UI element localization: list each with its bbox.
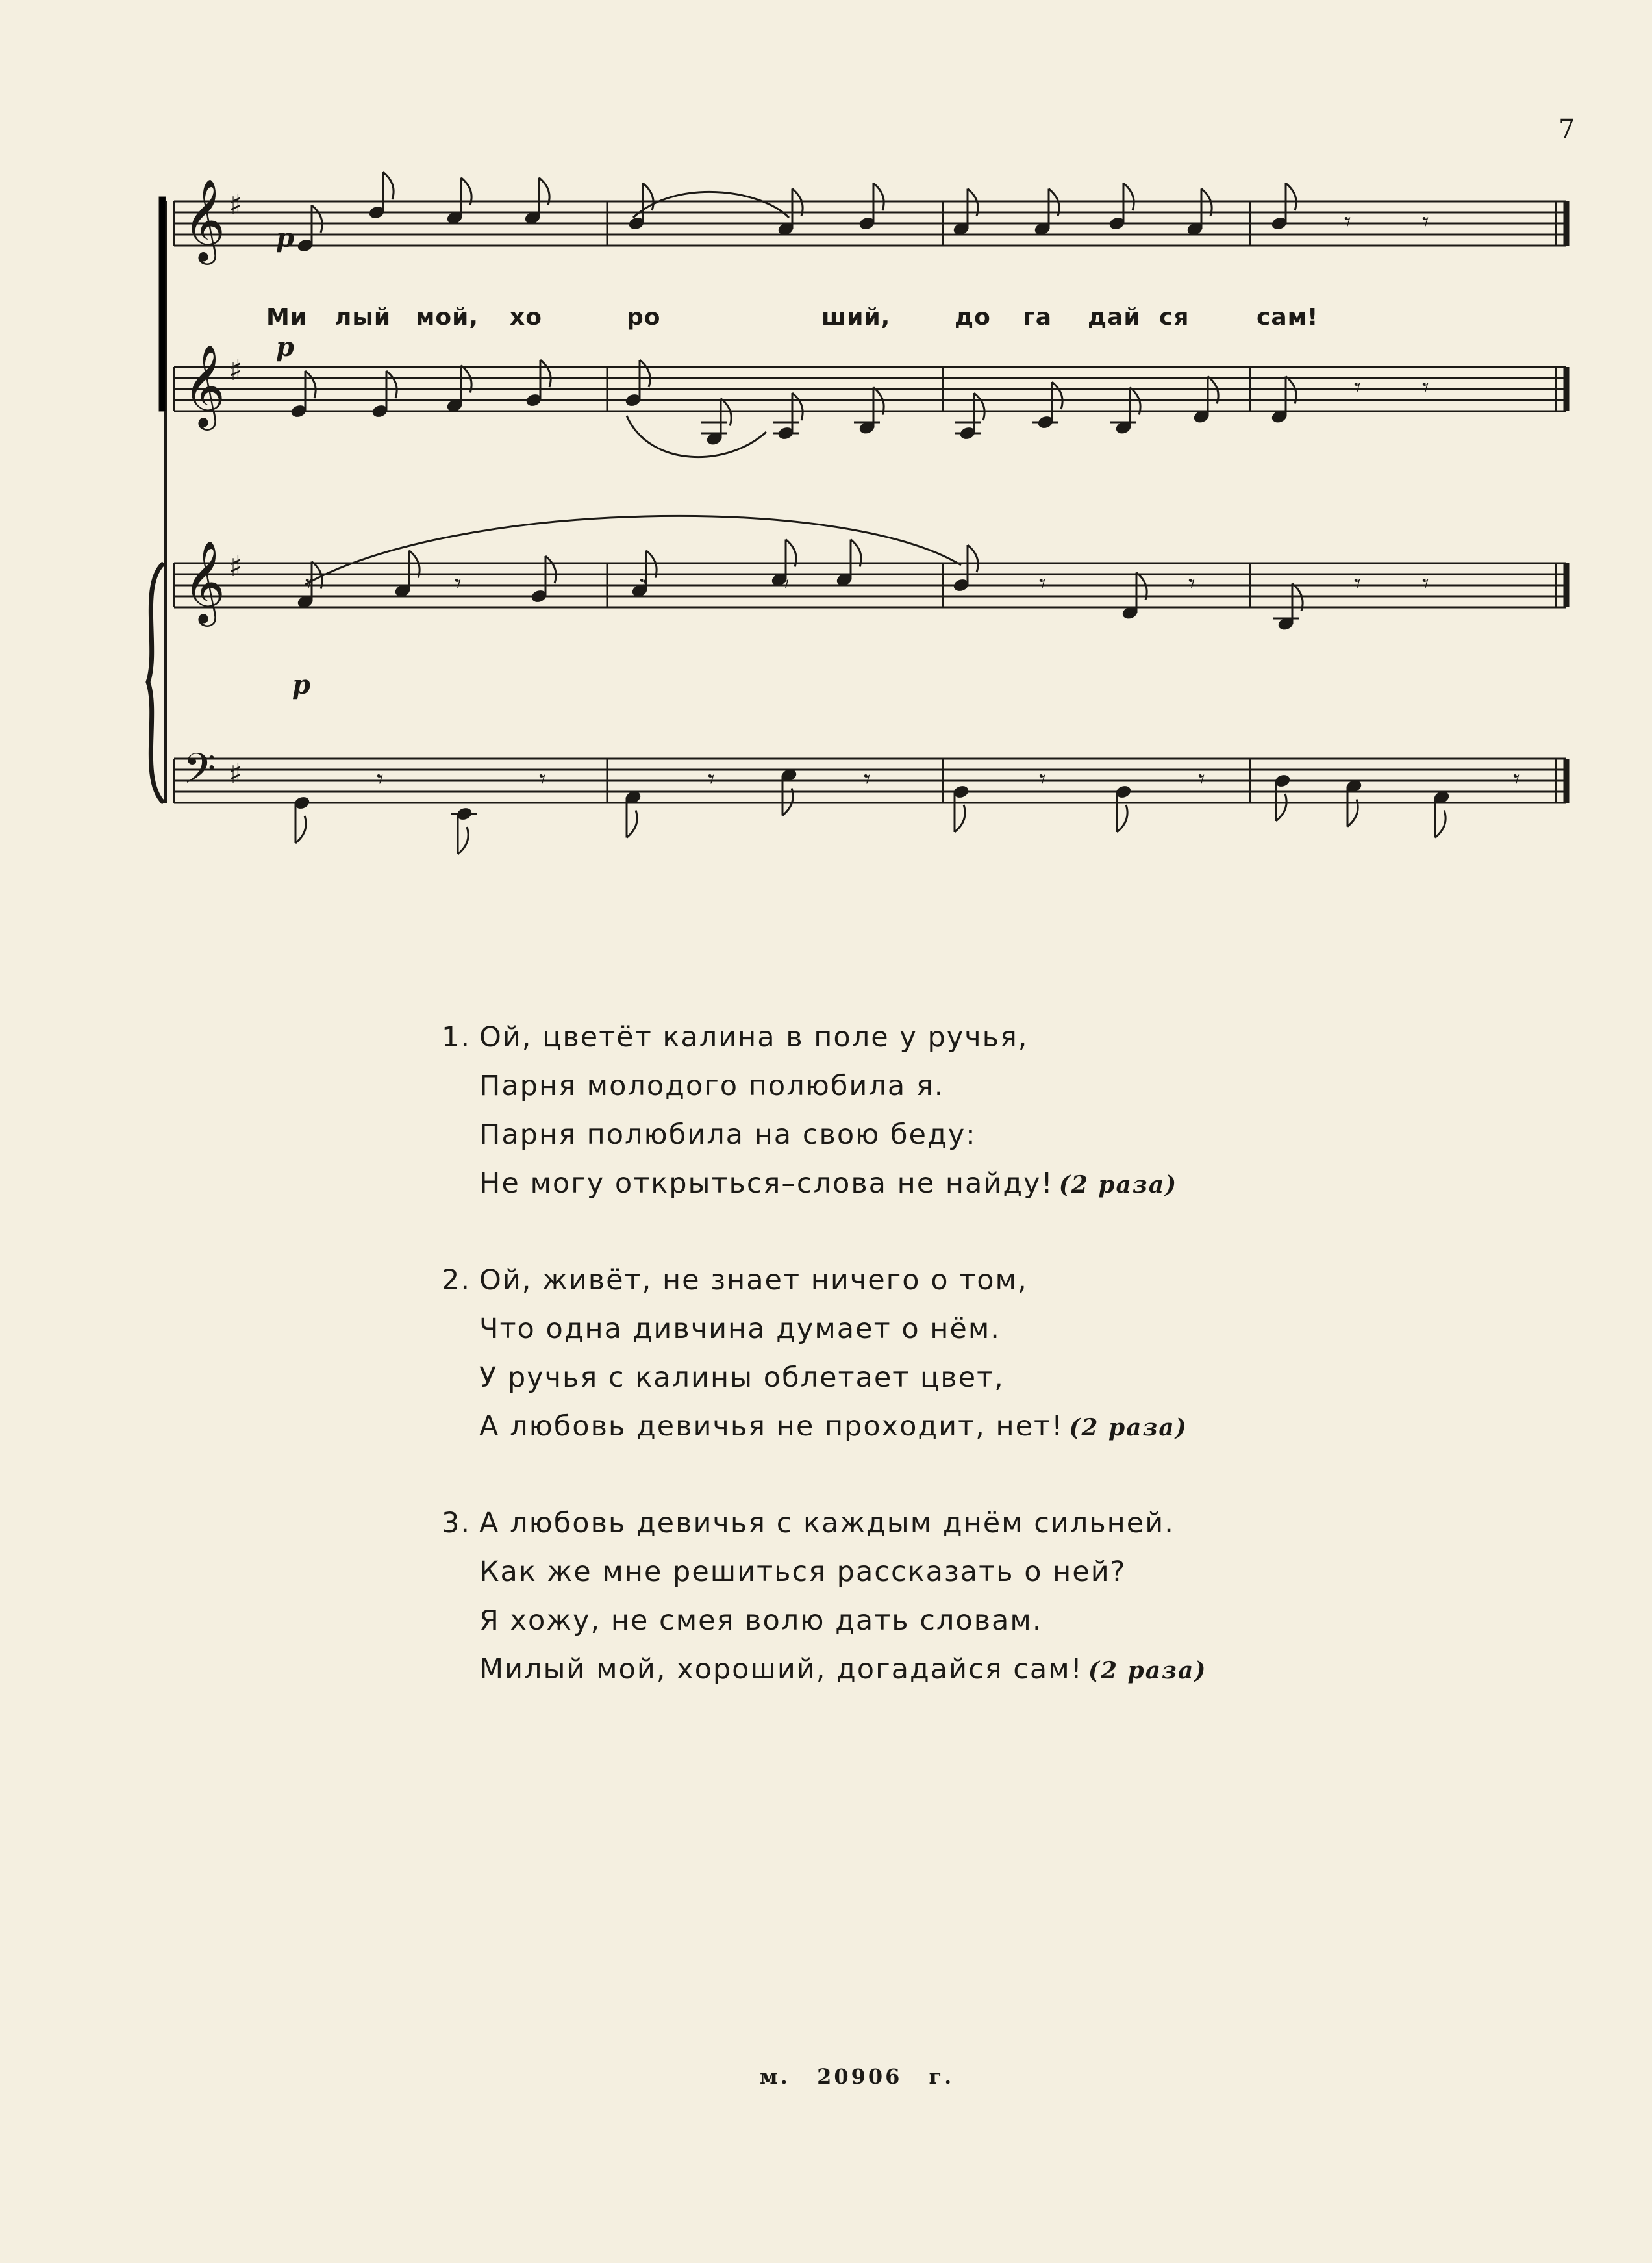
lyric-syllable: хо — [510, 304, 542, 331]
note-flag — [458, 827, 468, 854]
note-flag — [640, 360, 650, 387]
verse-1 — [442, 1013, 1207, 1209]
verse-line: Милый мой, хороший, догадайся сам! — [479, 1653, 1083, 1686]
note-flag — [1435, 811, 1446, 838]
verse-line: Что одна дивчина думает о нём. — [479, 1313, 1001, 1345]
staff-lines — [174, 201, 1566, 814]
note-flag — [295, 816, 306, 843]
verse-line: Как же мне решиться рассказать о ней? — [479, 1556, 1127, 1588]
lyric-syllable: лый — [334, 304, 392, 331]
note-flag — [383, 172, 394, 199]
bass-clef-icon: 𝄢 — [183, 745, 216, 803]
tie — [633, 192, 789, 218]
rest-icon: 𝄾 — [539, 765, 546, 794]
verse-line: Парня молодого полюбила я. — [479, 1070, 945, 1102]
verse-number: 1. — [442, 1021, 471, 1054]
music-score — [0, 0, 1652, 909]
rest-icon: 𝄾 — [1039, 765, 1046, 794]
verse-3 — [442, 1499, 1207, 1695]
lyric-syllable: до — [955, 304, 991, 331]
choir-bracket — [159, 197, 166, 411]
clefs — [183, 178, 242, 803]
lyric-syllable: Ми — [266, 304, 308, 331]
rest-icon: 𝄾 — [640, 569, 647, 599]
repeat-mark: (2 раза) — [1069, 1414, 1188, 1441]
verse-line: Парня полюбила на свою беду: — [479, 1119, 977, 1151]
catalog-number: 20906 — [817, 2064, 903, 2089]
catalog-footer — [760, 2064, 954, 2089]
note-flag — [792, 393, 803, 420]
verse-line: Ой, цветёт калина в поле у ручья, — [479, 1021, 1029, 1054]
rest-icon: 𝄾 — [455, 569, 462, 599]
dynamics — [276, 223, 310, 700]
lyric-syllable: ший, — [821, 304, 891, 331]
note-flag — [1052, 382, 1062, 409]
verse-line: Не могу открыться–слова не найду! — [479, 1167, 1054, 1200]
note-flag — [1286, 183, 1296, 210]
note-flag — [1123, 183, 1134, 210]
note-flag — [974, 393, 984, 420]
rest-icon: 𝄾 — [1354, 373, 1361, 403]
verse-number: 3. — [442, 1507, 471, 1539]
slurs — [148, 192, 961, 803]
key-signature-sharp-icon: ♯ — [229, 550, 243, 583]
notes — [290, 172, 1520, 854]
key-signature-sharp-icon: ♯ — [229, 188, 243, 221]
repeat-mark: (2 раза) — [1058, 1171, 1178, 1198]
verse-line: Я хожу, не смея волю дать словам. — [479, 1604, 1043, 1637]
barlines — [159, 197, 1566, 803]
rest-icon: 𝄾 — [1039, 569, 1046, 599]
repeat-mark: (2 раза) — [1088, 1657, 1207, 1684]
note-flag — [1276, 794, 1286, 821]
treble-clef-icon: 𝄞 — [183, 344, 226, 427]
note-flag — [627, 811, 637, 838]
note-flag — [955, 805, 965, 832]
rest-icon: 𝄾 — [1422, 569, 1429, 599]
piano-brace-icon — [148, 563, 164, 803]
rest-icon: 𝄾 — [864, 765, 871, 794]
lyrics-row — [266, 304, 1318, 331]
note-flag — [545, 556, 556, 583]
rest-icon: 𝄾 — [1422, 373, 1429, 403]
note-flag — [968, 545, 978, 572]
footer-prefix: м. — [760, 2064, 790, 2089]
lyric-syllable: ро — [627, 304, 661, 331]
note-flag — [540, 360, 551, 387]
lyric-syllable: мой, — [416, 304, 479, 331]
verse-line: У ручья с калины облетает цвет, — [479, 1361, 1005, 1394]
verse-line: А любовь девичья с каждым днём сильней. — [479, 1507, 1175, 1539]
dynamic-piano: p — [292, 670, 310, 700]
page-number: 7 — [1558, 114, 1575, 144]
verse-line: А любовь девичья не проходит, нет! — [479, 1410, 1064, 1443]
rest-icon: 𝄾 — [1422, 207, 1429, 237]
note-flag — [873, 183, 884, 210]
rest-icon: 𝄾 — [1354, 569, 1361, 599]
verse-line: Ой, живёт, не знает ничего о том, — [479, 1264, 1028, 1296]
rest-icon: 𝄾 — [1344, 207, 1351, 237]
slur — [627, 416, 766, 457]
rest-icon: 𝄾 — [1513, 765, 1520, 794]
verse-number: 2. — [442, 1264, 471, 1296]
dynamic-piano: p — [276, 332, 294, 362]
note-flag — [312, 205, 322, 233]
footer-suffix: г. — [929, 2064, 955, 2089]
verses — [442, 1013, 1207, 1742]
note-flag — [386, 371, 397, 398]
lyric-syllable: сам! — [1257, 304, 1319, 331]
key-signature-sharp-icon: ♯ — [229, 354, 243, 387]
rest-icon: 𝄾 — [1188, 569, 1195, 599]
lyric-syllable: дай — [1088, 304, 1141, 331]
lyric-syllable: ся — [1159, 304, 1190, 331]
rest-icon: 𝄾 — [708, 765, 715, 794]
treble-clef-icon: 𝄞 — [183, 178, 226, 261]
key-signature-sharp-icon: ♯ — [229, 757, 243, 790]
note-flag — [305, 371, 316, 398]
rest-icon: 𝄾 — [305, 569, 312, 599]
treble-clef-icon: 𝄞 — [183, 540, 226, 623]
verse-2 — [442, 1256, 1207, 1452]
lyric-syllable: га — [1023, 304, 1053, 331]
rest-icon: 𝄾 — [1198, 765, 1205, 794]
dynamic-piano: p — [276, 223, 294, 253]
rest-icon: 𝄾 — [377, 765, 384, 794]
note-flag — [1117, 805, 1127, 832]
rest-icon: 𝄾 — [782, 569, 790, 599]
